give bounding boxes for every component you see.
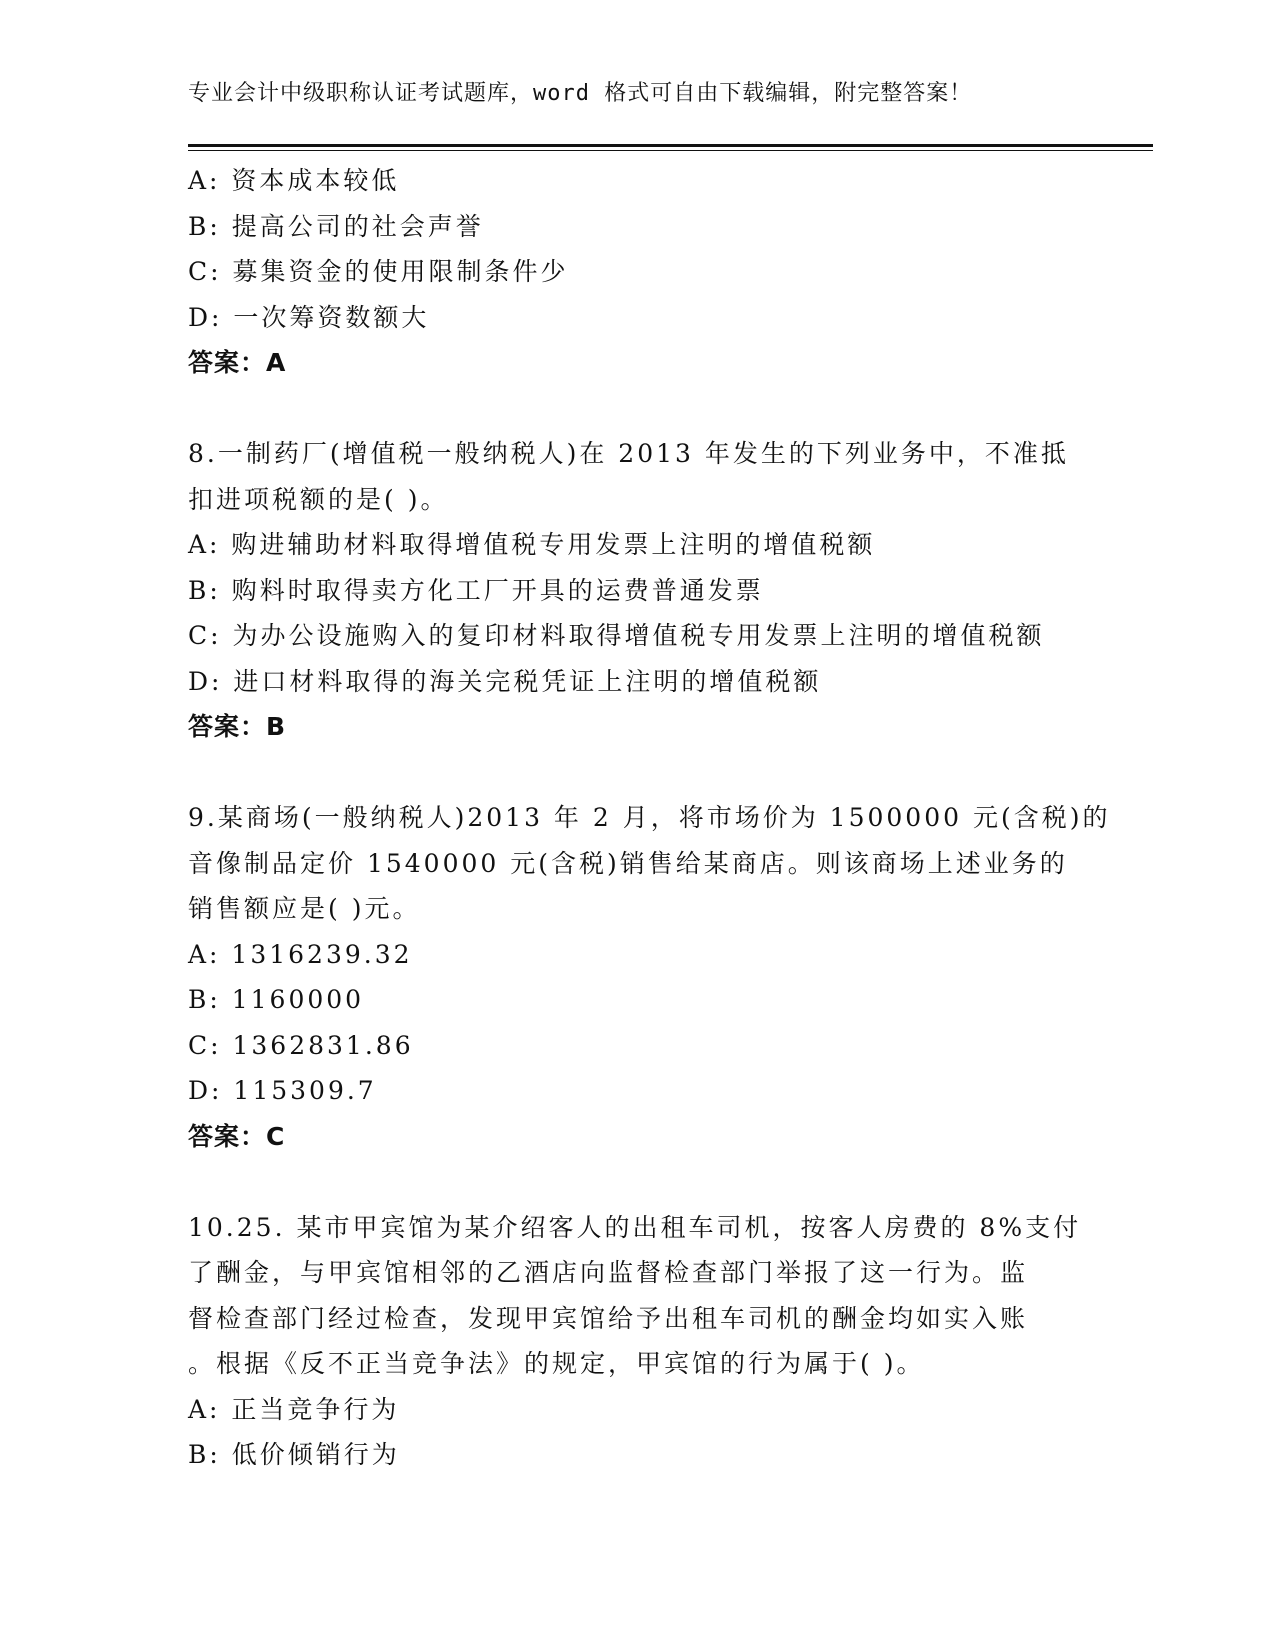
question-content (188, 158, 1111, 1478)
option-d: D: 一次筹资数额大 (188, 302, 430, 332)
spacer (188, 750, 1088, 796)
option-d: D: 进口材料取得的海关完税凭证上注明的增值税额 (188, 666, 822, 696)
question-stem-line: 销售额应是( )元。 (188, 894, 421, 923)
question-stem-line: 扣进项税额的是( )。 (188, 484, 449, 514)
option-d: D: 115309.7 (188, 1076, 377, 1105)
option-b: B: 低价倾销行为 (188, 1440, 400, 1469)
option-a: A: 购进辅助材料取得增值税专用发票上注明的增值税额 (188, 530, 876, 559)
option-a: A: 1316239.32 (188, 939, 413, 969)
question-8 (188, 431, 1088, 750)
option-b: B: 1160000 (188, 985, 365, 1014)
answer-line: 答案：A (188, 348, 287, 377)
question-10 (188, 1205, 1088, 1478)
answer-line: 答案：C (188, 1121, 286, 1151)
question-stem-line: 9.某商场(一般纳税人)2013 年 2 月，将市场价为 1500000 元(含税)的 (188, 803, 1111, 832)
question-stem-line: 音像制品定价 1540000 元(含税)销售给某商店。则该商场上述业务的 (188, 848, 1068, 878)
question-7 (188, 158, 1088, 386)
header-rule-thin (188, 150, 1153, 151)
question-stem-line: 10.25. 某市甲宾馆为某介绍客人的出租车司机，按客人房费的 8%支付 (188, 1212, 1082, 1242)
header-rule-thick (188, 144, 1153, 147)
option-c: C: 为办公设施购入的复印材料取得增值税专用发票上注明的增值税额 (188, 621, 1045, 650)
page-header: 专业会计中级职称认证考试题库，word 格式可自由下载编辑，附完整答案！ (188, 81, 973, 106)
option-b: B: 提高公司的社会声誉 (188, 211, 484, 241)
spacer (188, 1159, 1088, 1205)
option-a: A: 资本成本较低 (188, 166, 400, 195)
answer-line: 答案：B (188, 712, 287, 741)
question-9 (188, 795, 1111, 1159)
option-c: C: 1362831.86 (188, 1030, 414, 1060)
option-a: A: 正当竞争行为 (188, 1394, 400, 1424)
question-stem-line: 了酬金，与甲宾馆相邻的乙酒店向监督检查部门举报了这一行为。监 (188, 1258, 1029, 1287)
option-c: C: 募集资金的使用限制条件少 (188, 257, 569, 286)
question-stem-line: 督检查部门经过检查，发现甲宾馆给予出租车司机的酬金均如实入账 (188, 1303, 1029, 1333)
spacer (188, 386, 1088, 432)
question-stem-line: 。根据《反不正当竞争法》的规定，甲宾馆的行为属于( )。 (188, 1349, 925, 1378)
question-stem-line: 8.一制药厂(增值税一般纳税人)在 2013 年发生的下列业务中，不准抵 (188, 439, 1069, 468)
option-b: B: 购料时取得卖方化工厂开具的运费普通发票 (188, 575, 764, 605)
